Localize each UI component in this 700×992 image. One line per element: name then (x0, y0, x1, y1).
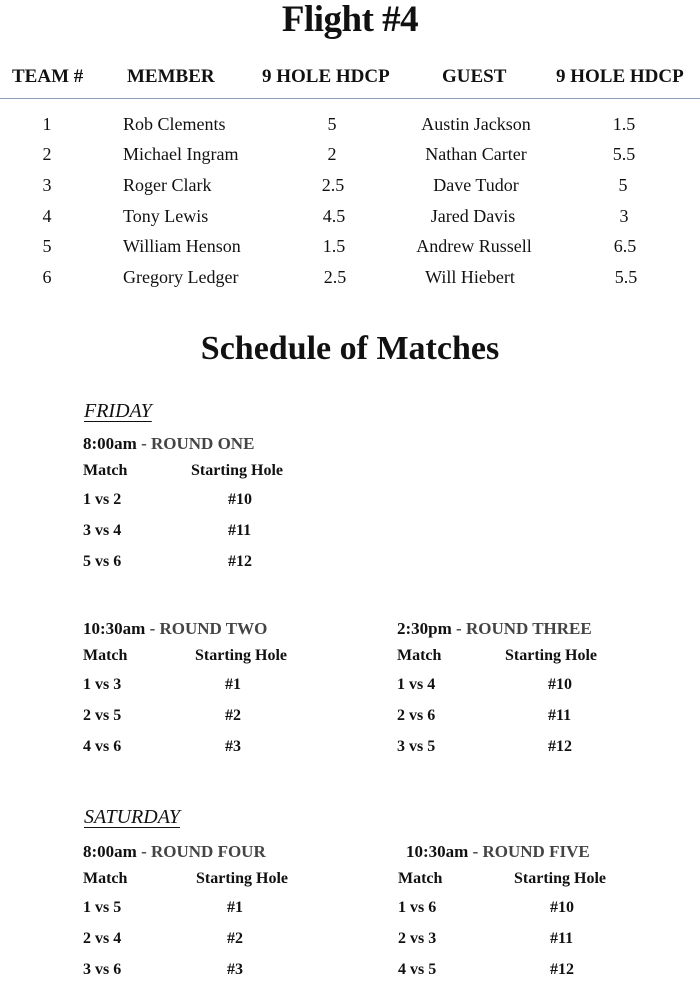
member-name: William Henson (123, 236, 241, 256)
starting-hole: #12 (550, 961, 574, 978)
match-row (83, 738, 363, 769)
match-pairing: 3 vs 4 (83, 522, 122, 539)
round-time: 10:30am (83, 619, 146, 638)
round-heading (83, 434, 343, 458)
match-row (397, 738, 687, 769)
match-row (397, 707, 687, 738)
match-table-header (83, 647, 363, 676)
starting-hole: #10 (550, 899, 574, 916)
starting-hole: #12 (228, 553, 252, 570)
table-header (0, 66, 700, 98)
match-pairing: 1 vs 6 (398, 899, 437, 916)
match-header: Match (398, 870, 443, 887)
guest-name: Andrew Russell (416, 236, 532, 256)
starting-hole: #10 (548, 676, 572, 693)
match-pairing: 3 vs 5 (397, 738, 436, 755)
guest-hdcp: 1.5 (612, 114, 636, 134)
match-row (83, 961, 363, 992)
col-guest-hdcp-header: 9 HOLE HDCP (556, 66, 684, 87)
member-hdcp: 1.5 (322, 236, 346, 256)
starting-hole: #11 (228, 522, 252, 539)
table-row (0, 236, 700, 266)
match-pairing: 2 vs 5 (83, 707, 122, 724)
guest-hdcp: 5.5 (612, 144, 636, 164)
round-time: 2:30pm (397, 619, 452, 638)
member-hdcp: 2.5 (323, 267, 347, 287)
guest-hdcp: 3 (619, 206, 629, 226)
round-four-block (83, 842, 363, 992)
match-table-header (398, 870, 688, 899)
starting-hole: #1 (225, 676, 241, 693)
round-label: - ROUND ONE (136, 434, 255, 453)
table-row (0, 114, 700, 144)
starting-hole: #3 (225, 738, 241, 755)
day-heading-friday: FRIDAY (84, 400, 152, 422)
starting-hole-header: Starting Hole (196, 870, 288, 887)
round-label: - ROUND THREE (451, 619, 592, 638)
round-one-block (83, 434, 343, 584)
member-hdcp: 4.5 (322, 206, 346, 226)
match-row (83, 899, 363, 930)
match-row (83, 553, 343, 584)
round-heading (397, 619, 687, 643)
match-row (83, 491, 343, 522)
starting-hole: #1 (227, 899, 243, 916)
member-name: Gregory Ledger (123, 267, 239, 287)
guest-name: Austin Jackson (421, 114, 531, 134)
team-number: 5 (42, 236, 52, 256)
header-divider (0, 98, 700, 99)
match-table-header (83, 462, 343, 491)
match-header: Match (83, 647, 128, 664)
guest-hdcp: 6.5 (613, 236, 637, 256)
table-row (0, 206, 700, 236)
col-member-hdcp-header: 9 HOLE HDCP (262, 66, 390, 87)
team-number: 6 (42, 267, 52, 287)
member-hdcp: 5 (327, 114, 337, 134)
round-label: - ROUND TWO (145, 619, 268, 638)
member-name: Tony Lewis (123, 206, 209, 226)
starting-hole-header: Starting Hole (191, 462, 283, 479)
match-header: Match (83, 462, 128, 479)
match-pairing: 3 vs 6 (83, 961, 122, 978)
member-name: Michael Ingram (123, 144, 239, 164)
match-row (398, 961, 688, 992)
schedule-title: Schedule of Matches (200, 330, 500, 367)
day-heading-saturday: SATURDAY (84, 806, 180, 828)
member-name: Roger Clark (123, 175, 212, 195)
member-hdcp: 2 (327, 144, 337, 164)
round-two-block (83, 619, 363, 769)
round-heading (83, 842, 363, 866)
match-row (83, 930, 363, 961)
table-row (0, 144, 700, 174)
round-time: 8:00am (83, 842, 137, 861)
guest-name: Dave Tudor (433, 175, 519, 195)
match-pairing: 2 vs 3 (398, 930, 437, 947)
starting-hole-header: Starting Hole (505, 647, 597, 664)
starting-hole: #10 (228, 491, 252, 508)
member-hdcp: 2.5 (321, 175, 345, 195)
match-row (83, 676, 363, 707)
match-table-header (397, 647, 687, 676)
col-guest-header: GUEST (442, 66, 507, 87)
match-pairing: 4 vs 6 (83, 738, 122, 755)
guest-hdcp: 5.5 (614, 267, 638, 287)
col-team-header: TEAM # (12, 66, 84, 87)
match-pairing: 1 vs 5 (83, 899, 122, 916)
starting-hole-header: Starting Hole (514, 870, 606, 887)
round-five-block (398, 842, 688, 992)
guest-name: Nathan Carter (425, 144, 527, 164)
member-name: Rob Clements (123, 114, 226, 134)
match-row (83, 707, 363, 738)
match-row (83, 522, 343, 553)
match-pairing: 4 vs 5 (398, 961, 437, 978)
round-time: 8:00am (83, 434, 137, 453)
match-pairing: 2 vs 6 (397, 707, 436, 724)
team-number: 3 (42, 175, 52, 195)
match-header: Match (397, 647, 442, 664)
match-table-header (83, 870, 363, 899)
starting-hole: #2 (227, 930, 243, 947)
match-header: Match (83, 870, 128, 887)
guest-name: Jared Davis (430, 206, 516, 226)
starting-hole-header: Starting Hole (195, 647, 287, 664)
match-row (398, 930, 688, 961)
page-title: Flight #4 (281, 0, 419, 40)
col-member-header: MEMBER (127, 66, 215, 87)
match-row (398, 899, 688, 930)
match-pairing: 1 vs 4 (397, 676, 436, 693)
starting-hole: #12 (548, 738, 572, 755)
round-heading (83, 619, 363, 643)
match-pairing: 1 vs 3 (83, 676, 122, 693)
table-row (0, 175, 700, 205)
round-heading (398, 842, 688, 866)
starting-hole: #11 (550, 930, 574, 947)
starting-hole: #2 (225, 707, 241, 724)
starting-hole: #11 (548, 707, 572, 724)
team-number: 2 (42, 144, 52, 164)
round-label: - ROUND FOUR (136, 842, 266, 861)
starting-hole: #3 (227, 961, 243, 978)
round-three-block (397, 619, 687, 769)
team-number: 1 (42, 114, 52, 134)
match-row (397, 676, 687, 707)
match-pairing: 5 vs 6 (83, 553, 122, 570)
round-label: - ROUND FIVE (468, 842, 590, 861)
match-pairing: 2 vs 4 (83, 930, 122, 947)
table-row (0, 267, 700, 297)
round-time: 10:30am (406, 842, 469, 861)
guest-hdcp: 5 (618, 175, 628, 195)
match-pairing: 1 vs 2 (83, 491, 122, 508)
team-number: 4 (42, 206, 52, 226)
guest-name: Will Hiebert (425, 267, 515, 287)
